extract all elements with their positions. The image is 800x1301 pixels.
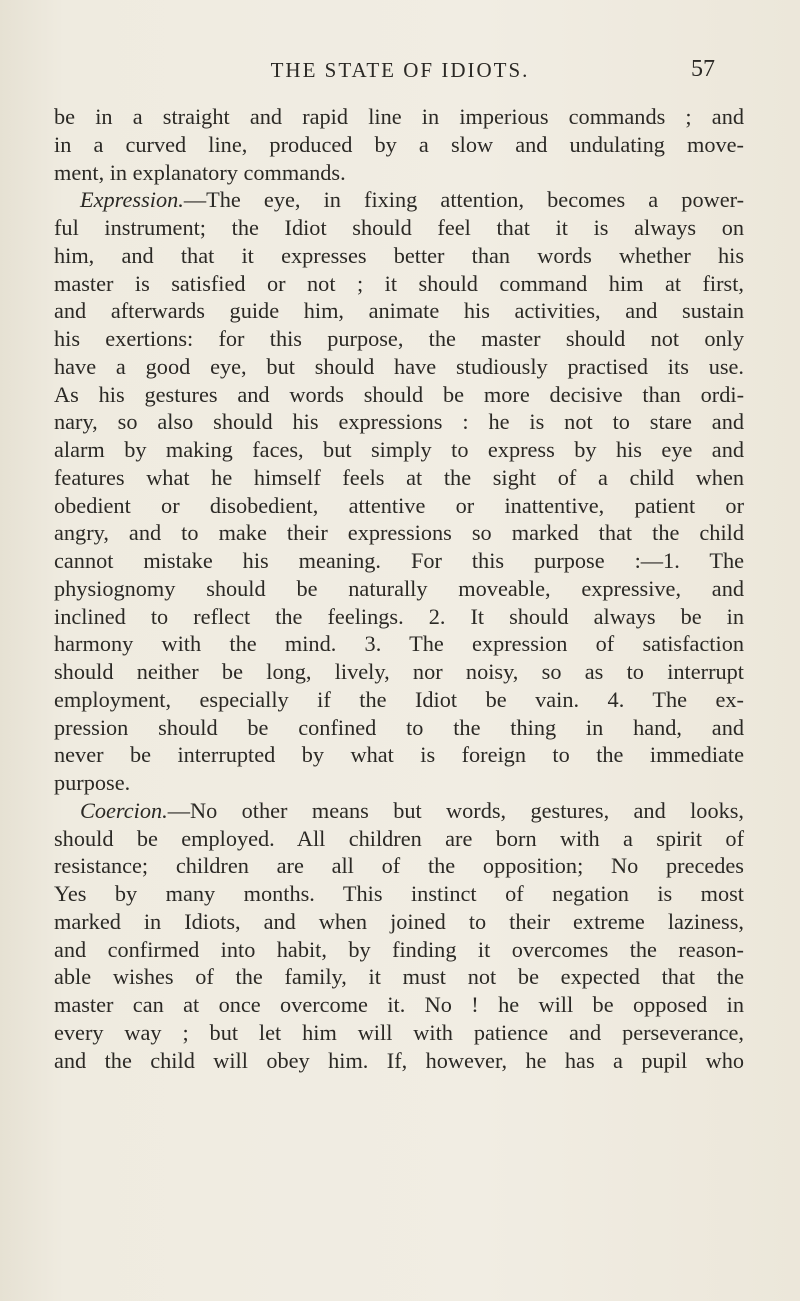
- text-line: [54, 186, 744, 214]
- text-line-rest: —No other means but words, gestures, and looks,: [167, 797, 744, 823]
- running-title: THE STATE OF IDIOTS.: [270, 58, 530, 82]
- text-line: master can at once overcome it. No ! he will be opposed in: [54, 992, 744, 1017]
- text-line: inclined to reflect the feelings. 2. It should always be in: [54, 603, 744, 629]
- text-line: alarm by making faces, but simply to express by his eye and: [54, 437, 744, 462]
- text-line: able wishes of the family, it must not be expected that the: [54, 964, 744, 990]
- text-line: marked in Idiots, and when joined to their extreme laziness,: [54, 908, 744, 934]
- text-line: employment, especially if the Idiot be vain. 4. The ex-: [54, 686, 744, 712]
- body-text: [54, 103, 744, 1074]
- text-line: and afterwards guide him, animate his activities, and sustain: [54, 298, 744, 324]
- text-line: should neither be long, lively, nor noisy, so as to interrupt: [54, 659, 744, 684]
- text-line: cannot mistake his meaning. For this purpose :—1. The: [54, 548, 744, 573]
- text-line: and confirmed into habit, by finding it overcomes the reason-: [54, 936, 744, 962]
- text-line: angry, and to make their expressions so marked that the child: [54, 520, 744, 546]
- text-line: features what he himself feels at the sight of a child when: [54, 464, 744, 490]
- section-runin-heading: Coercion.: [80, 797, 168, 823]
- text-line: pression should be confined to the thing in hand, and: [54, 714, 744, 740]
- text-line-rest: —The eye, in fixing attention, becomes a power-: [183, 187, 744, 213]
- text-line: obedient or disobedient, attentive or inattentive, patient or: [54, 492, 744, 518]
- text-line: and the child will obey him. If, however, he has a pupil who: [54, 1047, 744, 1073]
- text-line: physiognomy should be naturally moveable, expressive, and: [54, 575, 744, 601]
- text-line: ful instrument; the Idiot should feel that it is always on: [54, 215, 744, 240]
- text-line: every way ; but let him will with patience and perseverance,: [54, 1019, 744, 1045]
- text-line: his exertions: for this purpose, the master should not only: [54, 326, 744, 351]
- text-line: should be employed. All children are born with a spirit of: [54, 825, 744, 851]
- text-line: never be interrupted by what is foreign to the immediate: [54, 742, 744, 768]
- text-line: As his gestures and words should be more decisive than ordi-: [54, 381, 744, 407]
- text-line: resistance; children are all of the opposition; No precedes: [54, 853, 744, 879]
- text-line: be in a straight and rapid line in imperious commands ; and: [54, 104, 744, 129]
- text-line: harmony with the mind. 3. The expression of satisfaction: [54, 631, 744, 657]
- text-line: ment, in explanatory commands.: [54, 159, 346, 185]
- text-line: him, and that it expresses better than words whether his: [54, 242, 744, 268]
- text-line: have a good eye, but should have studiously practised its use.: [54, 353, 744, 379]
- text-line: Yes by many months. This instinct of negation is most: [54, 881, 744, 906]
- text-line: nary, so also should his expressions : he is not to stare and: [54, 409, 744, 435]
- text-line: [54, 797, 744, 825]
- text-line: in a curved line, produced by a slow and undulating move-: [54, 131, 744, 157]
- text-line: master is satisfied or not ; it should command him at first,: [54, 270, 744, 296]
- text-line: purpose.: [54, 770, 131, 795]
- running-head: [0, 58, 800, 86]
- section-runin-heading: Expression.: [80, 187, 184, 213]
- page-number: 57: [691, 56, 715, 82]
